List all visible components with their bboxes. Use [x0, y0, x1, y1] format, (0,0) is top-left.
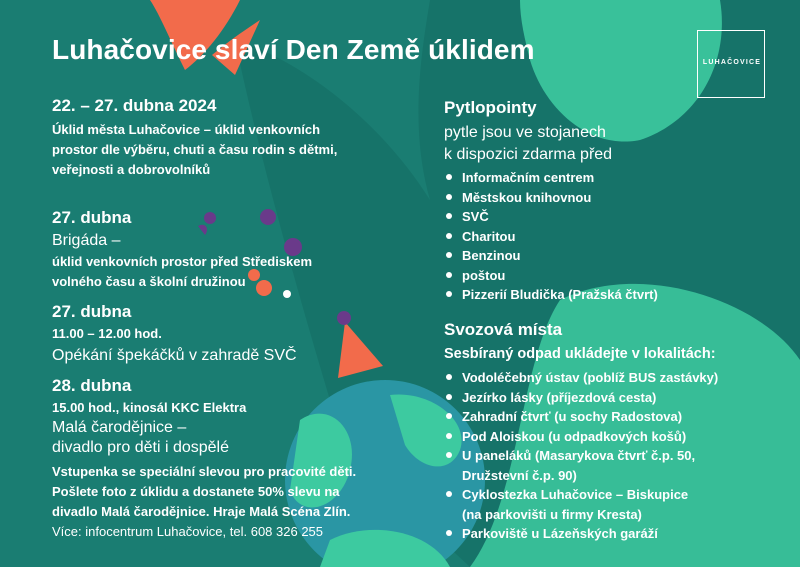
list-item: Cyklostezka Luhačovice – Biskupice (na parkovišti u firmy Kresta)	[444, 485, 718, 524]
list-item: Charitou	[444, 227, 658, 247]
list-item: Pizzerií Bludička (Pražská čtvrt)	[444, 285, 658, 305]
event4-date: 28. dubna	[52, 376, 132, 395]
list-item: Parkoviště u Lázeňských garáží	[444, 524, 718, 544]
list-item: Městskou knihovnou	[444, 188, 658, 208]
event4-time: 15.00 hod., kinosál KKC Elektra	[52, 400, 247, 415]
list-item: SVČ	[444, 207, 658, 227]
event3-time: 11.00 – 12.00 hod.	[52, 326, 162, 341]
list-item: Vodoléčebný ústav (poblíž BUS zastávky)	[444, 368, 718, 388]
page-title: Luhačovice slaví Den Země úklidem	[52, 34, 535, 65]
svozova-mista-sub: Sesbíraný odpad ukládejte v lokalitách:	[444, 346, 716, 362]
event4-title: Malá čarodějnice – divadlo pro děti i dospělé	[52, 419, 230, 456]
event3-date: 27. dubna	[52, 302, 132, 321]
event1-desc: Úklid města Luhačovice – úklid venkovních prostor dle výběru, chuti a času rodin s dětmi, veřejnosti a dobrovolníků	[52, 122, 338, 177]
list-item: U paneláků (Masarykova čtvrť č.p. 50, Družstevní č.p. 90)	[444, 446, 718, 485]
event1-date: 22. – 27. dubna 2024	[52, 96, 217, 115]
event2-date: 27. dubna	[52, 208, 132, 227]
list-item: Jezírko lásky (příjezdová cesta)	[444, 388, 718, 408]
event4-desc: Vstupenka se speciální slevou pro pracovité děti. Pošlete foto z úklidu a dostanete 50% slevu na divadlo Malá čarodějnice. Hraje Malá Scéna Zlín. Více: infocentrum Luhačovice, tel. 608 326 255	[52, 464, 357, 539]
list-item: Pod Aloiskou (u odpadkových košů)	[444, 427, 718, 447]
list-item: Informačním centrem	[444, 168, 658, 188]
event2-title: Brigáda –	[52, 232, 121, 249]
svozova-mista-list	[444, 368, 718, 544]
luhacovice-logo	[697, 30, 765, 98]
logo-text: LUHAČOVICE	[702, 59, 762, 66]
event2-desc: úklid venkovních prostor před Střediskem volného času a školní družinou	[52, 254, 313, 289]
pytlopointy-sub: pytle jsou ve stojanech k dispozici zdarma před	[444, 124, 613, 163]
svozova-mista-heading: Svozová místa	[444, 320, 563, 339]
event3-title: Opékání špekáčků v zahradě SVČ	[52, 347, 297, 364]
list-item: poštou	[444, 266, 658, 286]
pytlopointy-heading: Pytlopointy	[444, 98, 537, 117]
list-item: Zahradní čtvrť (u sochy Radostova)	[444, 407, 718, 427]
list-item: Benzinou	[444, 246, 658, 266]
pytlopointy-list	[444, 168, 658, 305]
